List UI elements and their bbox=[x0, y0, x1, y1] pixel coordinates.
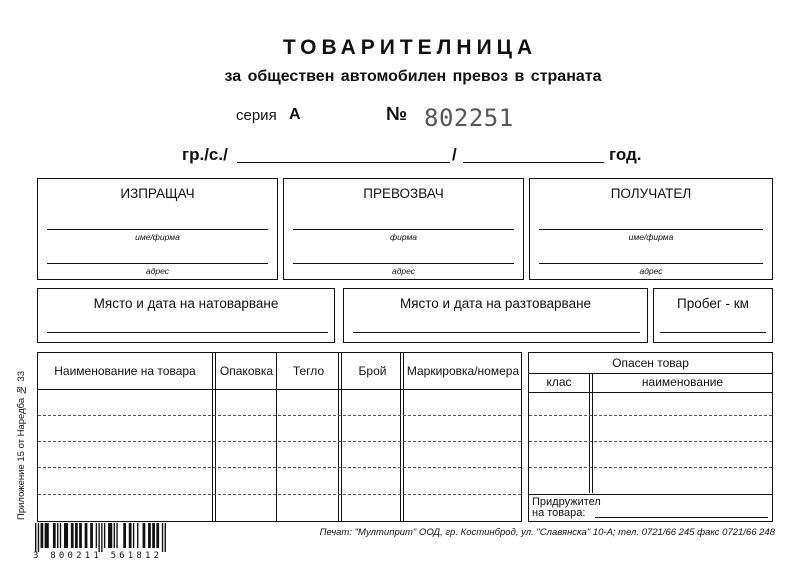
column-header-marking: Маркировка/номера bbox=[406, 364, 520, 378]
barcode-bar bbox=[143, 523, 146, 548]
barcode-bar bbox=[101, 523, 102, 552]
number-label: № bbox=[386, 104, 408, 125]
barcode-bar bbox=[85, 523, 88, 548]
dangerous-goods-title: Опасен товар bbox=[612, 356, 689, 370]
series-value: А bbox=[289, 106, 301, 123]
column-header-weight: Тегло bbox=[292, 364, 325, 378]
mileage-title: Пробег - км bbox=[677, 296, 749, 311]
printer-imprint: Печат: "Мултиприт" ООД, гр. Костинброд, ул. "Славянска" 10-А; тел. 0721/66 245 факс 0721/66 248 bbox=[319, 527, 775, 538]
escort-divider-line bbox=[529, 494, 772, 495]
unloading-title: Място и дата на разтоварване bbox=[399, 296, 592, 311]
barcode-bar bbox=[148, 523, 151, 548]
carrier-name-caption: фирма bbox=[389, 232, 417, 242]
column-header-packaging: Опаковка bbox=[219, 364, 274, 378]
goods-table bbox=[37, 352, 522, 522]
table-row-line bbox=[38, 415, 521, 416]
table-row-line bbox=[529, 441, 772, 442]
barcode-bar bbox=[116, 523, 117, 548]
sender-address-line bbox=[47, 263, 268, 264]
document-number: 802251 bbox=[424, 104, 514, 132]
barcode-bar bbox=[38, 523, 39, 552]
barcode-bar bbox=[165, 523, 166, 552]
recipient-title: ПОЛУЧАТЕЛ bbox=[610, 186, 692, 201]
table-row-line bbox=[529, 415, 772, 416]
column-divider bbox=[212, 353, 216, 521]
header-divider-line bbox=[529, 392, 772, 393]
unloading-box bbox=[343, 288, 648, 343]
regulation-note: Приложение 15 от Наредба № 33 bbox=[16, 370, 27, 520]
column-header-class: клас bbox=[546, 375, 572, 389]
table-row-line bbox=[38, 467, 521, 468]
sender-address-caption: адрес bbox=[145, 266, 170, 276]
recipient-address-line bbox=[539, 263, 763, 264]
barcode-bar bbox=[96, 523, 97, 548]
year-label: год. bbox=[609, 145, 642, 164]
barcode-bar bbox=[64, 523, 68, 548]
barcode-bar bbox=[137, 523, 138, 548]
barcode-bar bbox=[75, 523, 78, 548]
barcode-bar bbox=[53, 523, 56, 548]
recipient-address-caption: адрес bbox=[639, 266, 663, 276]
barcode-bar bbox=[162, 523, 163, 552]
column-divider bbox=[338, 353, 342, 521]
date-line bbox=[463, 162, 604, 163]
carrier-address-line bbox=[293, 263, 514, 264]
unloading-line bbox=[353, 332, 640, 333]
table-row-line bbox=[38, 441, 521, 442]
barcode-bar bbox=[156, 523, 159, 548]
form-subtitle: за обществен автомобилен превоз в страната bbox=[224, 68, 602, 85]
recipient-box bbox=[529, 178, 773, 280]
escort-label-line1: Придружител bbox=[532, 496, 601, 508]
sender-box bbox=[37, 178, 278, 280]
carrier-title: ПРЕВОЗВАЧ bbox=[363, 186, 444, 201]
header-divider-line bbox=[38, 389, 521, 390]
barcode-bar bbox=[123, 523, 126, 548]
loading-title: Място и дата на натоварване bbox=[93, 296, 279, 311]
barcode-bar bbox=[152, 523, 155, 548]
series-label: серия bbox=[236, 107, 277, 124]
dangerous-goods-table bbox=[528, 352, 773, 522]
barcode-bar bbox=[71, 523, 74, 548]
barcode-bar bbox=[114, 523, 115, 548]
barcode-bar bbox=[60, 523, 61, 548]
column-header-count: Брой bbox=[358, 364, 387, 378]
barcode bbox=[35, 523, 166, 553]
form-title: ТОВАРИТЕЛНИЦА bbox=[282, 36, 538, 59]
date-slash: / bbox=[452, 145, 457, 164]
loading-box bbox=[37, 288, 335, 343]
column-header-goods-name: Наименование на товара bbox=[54, 364, 196, 378]
escort-label-line2: на товара: bbox=[532, 507, 586, 519]
city-line bbox=[237, 162, 450, 163]
barcode-bar bbox=[129, 523, 132, 548]
table-row-line bbox=[38, 494, 521, 495]
column-divider bbox=[400, 353, 404, 521]
table-row-line bbox=[529, 467, 772, 468]
barcode-bar bbox=[90, 523, 93, 548]
carrier-address-caption: адрес bbox=[391, 266, 416, 276]
barcode-bar bbox=[133, 523, 134, 548]
sender-title: ИЗПРАЩАЧ bbox=[120, 186, 195, 201]
loading-line bbox=[47, 332, 328, 333]
barcode-digits: 3 800211 561812 bbox=[33, 551, 163, 561]
escort-line bbox=[595, 517, 768, 518]
mileage-box bbox=[653, 288, 773, 343]
barcode-bar bbox=[98, 523, 99, 552]
city-label: гр./с./ bbox=[182, 145, 228, 164]
sender-name-caption: име/фирма bbox=[135, 232, 180, 242]
carrier-name-line bbox=[293, 229, 514, 230]
barcode-bar bbox=[57, 523, 58, 548]
sender-name-line bbox=[47, 229, 268, 230]
barcode-bar bbox=[79, 523, 82, 548]
barcode-bar bbox=[108, 523, 112, 548]
column-divider bbox=[589, 373, 593, 493]
barcode-bar bbox=[45, 523, 49, 548]
column-header-dangerous-name: наименование bbox=[641, 375, 724, 389]
barcode-bar bbox=[104, 523, 105, 548]
barcode-bar bbox=[35, 523, 36, 552]
barcode-bar bbox=[41, 523, 44, 548]
recipient-name-line bbox=[539, 229, 763, 230]
carrier-box bbox=[283, 178, 524, 280]
column-divider bbox=[276, 353, 277, 521]
recipient-name-caption: име/фирма bbox=[628, 232, 674, 242]
mileage-line bbox=[660, 332, 766, 333]
